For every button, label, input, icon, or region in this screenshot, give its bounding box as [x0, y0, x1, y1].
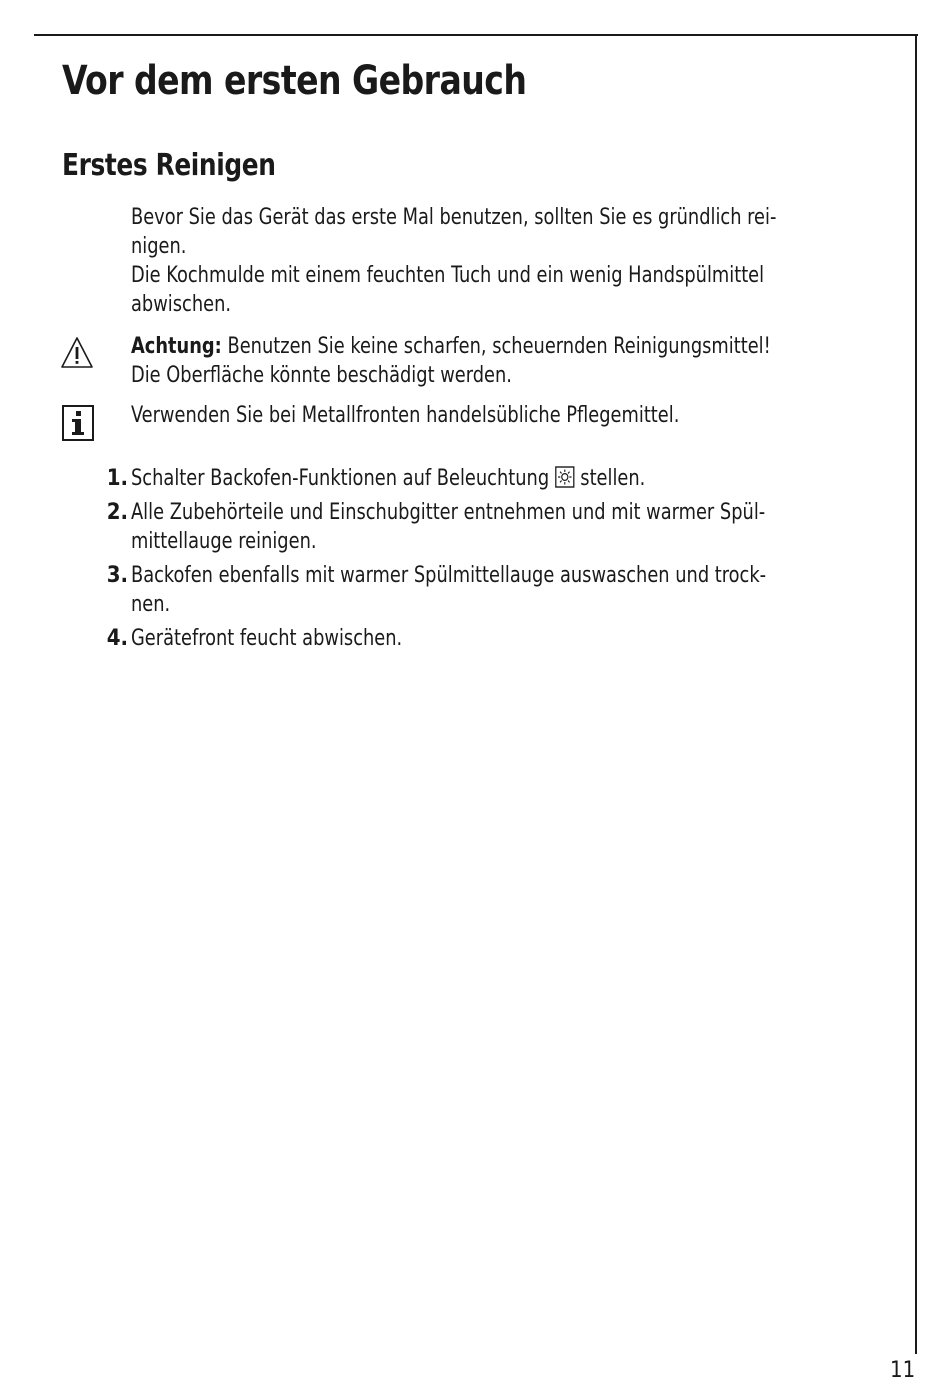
step-1-text	[131, 464, 645, 493]
intro-line-4: abwischen.	[131, 292, 232, 317]
step-3-line-1: Backofen ebenfalls mit warmer Spülmittellauge auswaschen und trock-	[131, 563, 767, 588]
step-1-text-before: Schalter Backofen-Funktionen auf Beleuchtung	[131, 466, 550, 491]
step-3-line-2: nen.	[131, 592, 171, 617]
step-3-number: 3.	[106, 563, 128, 588]
step-4-number: 4.	[106, 626, 128, 651]
intro-line-1: Bevor Sie das Gerät das erste Mal benutzen, sollten Sie es gründlich rei-	[131, 205, 777, 230]
page-number: 11	[890, 1358, 916, 1383]
step-1-number: 1.	[106, 466, 128, 491]
section-title: Erstes Reinigen	[62, 148, 276, 183]
step-4-line-1: Gerätefront feucht abwischen.	[131, 626, 403, 651]
intro-line-3: Die Kochmulde mit einem feuchten Tuch und ein wenig Handspülmittel	[131, 263, 765, 288]
step-2-number: 2.	[106, 500, 128, 525]
page-title: Vor dem ersten Gebrauch	[62, 58, 527, 104]
info-icon	[62, 405, 94, 441]
oven-lamp-icon	[555, 466, 575, 488]
step-2-line-2: mittellauge reinigen.	[131, 529, 317, 554]
warning-line-1	[131, 332, 771, 361]
right-border-rule	[915, 34, 917, 1354]
warning-triangle-icon	[60, 336, 94, 370]
top-border-rule	[34, 34, 918, 36]
info-text: Verwenden Sie bei Metallfronten handelsübliche Pflegemittel.	[131, 403, 680, 428]
intro-line-2: nigen.	[131, 234, 187, 259]
step-1-text-after: stellen.	[580, 466, 646, 491]
warning-label: Achtung:	[131, 334, 222, 359]
warning-text: Benutzen Sie keine scharfen, scheuernden Reinigungsmittel!	[227, 334, 771, 359]
warning-line-2: Die Oberfläche könnte beschädigt werden.	[131, 363, 512, 388]
step-2-line-1: Alle Zubehörteile und Einschubgitter entnehmen und mit warmer Spül-	[131, 500, 766, 525]
